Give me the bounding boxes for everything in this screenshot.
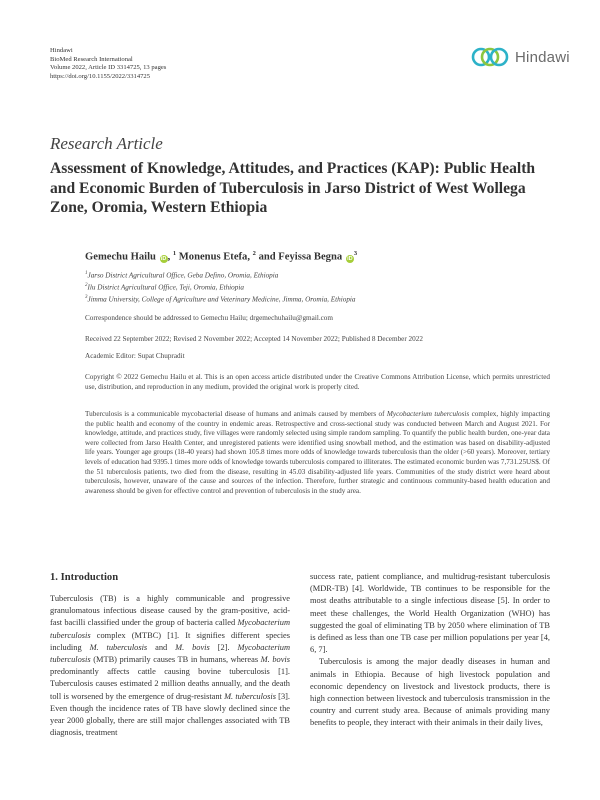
copyright-notice: Copyright © 2022 Gemechu Hailu et al. This is an open access article distributed under the Creative Commons Attribution License, which permits unrestricted use, distribution, and reproduction in any medium, provided the original work is properly cited. [85, 373, 550, 391]
left-column [50, 593, 290, 739]
journal-name: BioMed Research International [50, 55, 133, 63]
academic-editor: Academic Editor: Supat Chupradit [85, 352, 185, 360]
affiliations [85, 269, 356, 305]
author-list: Gemechu Hailu iD, $^1$ Monenus Etefa, $^2$ and Feyissa Begna $iD^3$ [85, 250, 358, 263]
dates-line: Received 22 September 2022; Revised 2 November 2022; Accepted 14 November 2022; Published 8 December 2022 [85, 335, 423, 343]
author-name[interactable]: Feyissa Begna [278, 251, 343, 263]
article-type: Research Article [50, 134, 163, 153]
doi-link[interactable]: https://doi.org/10.1155/2022/3314725 [50, 72, 151, 80]
affiliation-marker: 2 [252, 250, 256, 257]
logo-wordmark: Hindawi [515, 48, 570, 66]
journal-info [50, 47, 166, 81]
paragraph: Tuberculosis is among the major deadly diseases in human and animals in Ethiopia. Because of high livestock population and economic dependency on livestock and livestock products, there is high connection between livestock and tuberculosis transmission in the country and current study area. Because of animals providing many benefits to people, they interact with their animals in their daily lives, [310, 657, 550, 728]
orcid-icon[interactable]: iD [160, 255, 167, 262]
affiliation-marker: 1 [172, 250, 177, 257]
paragraph: success rate, patient compliance, and multidrug-resistant tuberculosis (MDR-TB) [4]. Worldwide, TB continues to be responsible for the most deaths attributable to a single infectious disease [5]. In order to meet these challenges, the World Health Organization (WHO) has suggested the goal of eliminating TB by 2050 where elimination of TB is defined as less than one TB case per million populations per year [4, 6, 7]. [310, 572, 550, 655]
affiliation-item: $^2$Ilu District Agricultural Office, Teji, Oromia, Ethiopia [85, 282, 244, 292]
affiliation-item: $^3$Jimma University, College of Agriculture and Veterinary Medicine, Jimma, Oromia, Ethiopia [85, 294, 356, 304]
paragraph: Tuberculosis (TB) is a highly communicable and progressive granulomatous infectious disease caused by the gram-positive, acid-fast bacilli classified under the group of bacteria called Mycobacterium tuberculosis complex (MTBC) [1]. It signifies different species including M. tuberculosis and M. bovis [2]. Mycobacterium tuberculosis (MTB) primarily causes TB in humans, whereas M. bovis predominantly affects cattle causing bovine tuberculosis [1]. Tuberculosis causes estimated 2 million deaths annually, and the death toll is worsened by the emergence of drug-resistant M. tuberculosis [3]. Even though the incidence rates of TB have slowly declined since the year 2000 globally, there are still major challenges associated with TB diagnosis, treatment [50, 594, 291, 738]
author-name[interactable]: Gemechu Hailu [85, 251, 156, 263]
affiliation-marker: 3 [353, 250, 358, 257]
article-title: Assessment of Knowledge, Attitudes, and Practices (KAP): Public Health and Economic Burden of Tuberculosis in Jarso District of West Wollega Zone, Oromia, Western Ethiopia [50, 160, 536, 216]
author-name[interactable]: Monenus Etefa [178, 251, 248, 263]
right-column [310, 571, 550, 730]
correspondence-line: Correspondence should be addressed to Gemechu Hailu; drgemechuhailu@gmail.com [85, 314, 333, 322]
publisher-name: Hindawi [50, 47, 73, 54]
volume-info: Volume 2022, Article ID 3314725, 13 pages [50, 64, 167, 72]
hindawi-logo[interactable] [470, 46, 570, 68]
affiliation-item: $^1$Jarso District Agricultural Office, Geba Defino, Oromia, Ethiopia [85, 271, 279, 280]
hindawi-logo-icon [470, 46, 510, 68]
abstract: Tuberculosis is a communicable mycobacterial disease of humans and animals caused by members of Mycobacterium tuberculosis complex, highly impacting the public health and economy of the country in endemic areas. Retrospective and cross-sectional study was conducted between March and August 2021. For knowledge, attitude, and practices study, five villages were randomly selected using simple random sampling. To quantify the public health burden, one-year data were collected from Jarso Health Center, and unregistered patients were identified using snowball method, and the estimation was based on disability-adjusted life years. Younger age groups (18-40 years) had shown 105.8 times more odds of knowledge towards tuberculosis than the older (>60 years). Moreover, tertiary levels of education had 9395.1 times more odds of knowledge towards tuberculosis compared to illiterates. The estimated economic burden was 7,731.25US$. Of the 51 tuberculosis patients, two died from the disease, resulting in 45.03 disability-adjusted life years. Communities of the study district were heard about tuberculosis, however, unaware of the cause and sources of the infection. Therefore, further strategic and continuous community-based health education and awareness should be given for effective control and prevention of tuberculosis in the study area. [85, 410, 550, 495]
section-heading: 1. Introduction [50, 572, 119, 583]
orcid-icon[interactable]: iD [347, 255, 353, 262]
